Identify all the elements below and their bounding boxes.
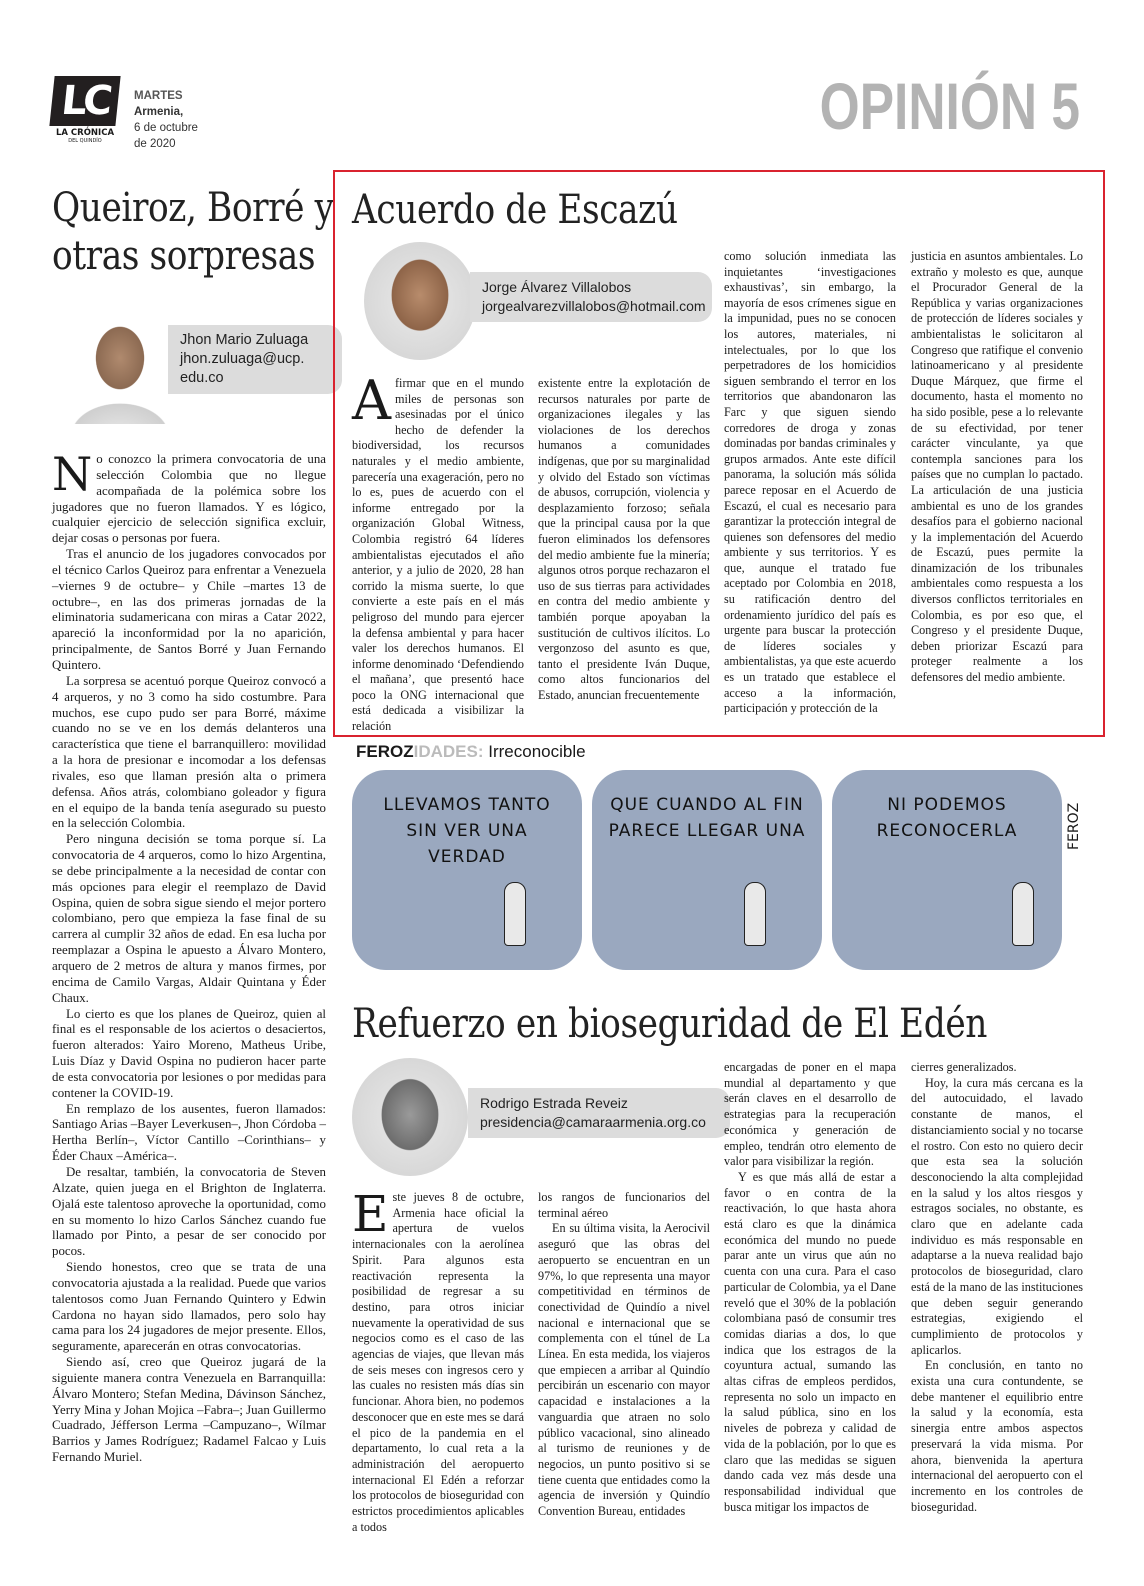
issue-day: MARTES xyxy=(134,90,183,102)
article2-text: existente entre la explotación de recursos naturales por parte de organizaciones ilegales y las violaciones de los derechos humanos a comunidades indígenas, que por su marginalidad y olvido del Estado son víctimas de abusos, corrupción, violencia y desplazamiento forzoso; señala que la principal causa por la que fueron eliminados los defensores del medio ambiente fue la minería; algunos otros porque rechazaron el uso de sus tierras para actividades en contra del medio ambiente y también porque apoyaban la sustitución de cultivos ilícitos. Lo vergonzoso del asunto es que, tanto el presidente Iván Duque, como altos funcionarios del Estado, anuncian frecuentemente xyxy=(538,376,710,702)
article1-paragraph: Tras el anuncio de los jugadores convocados por el técnico Carlos Queiroz para enfrentar a Venezuela –viernes 9 de octubre– y Chile –martes 13 de octubre–, en las dos primeras jornadas de la eliminatoria sudamericana con miras a Catar 2022, apareció la inconformidad por la no aparición, principalmente, de Santos Borré y Juan Fernando Quintero. xyxy=(52,547,326,672)
article3-text: encargadas de poner en el mapa mundial al departamento y que serán claves en el desarrollo de estrategias para la recuperación económica y generación de empleo, tendrán otro elemento de valor para visibilizar la región. xyxy=(724,1060,896,1169)
article2-text: como solución inmediata las inquietantes ‘investigaciones exhaustivas’, sin embargo, la mayoría de esos crímenes sigue en la impunidad, pues no se conocen los autores, materiales, ni intelectuales, por lo que los perpetradores de los homicidios siguen sembrando el terror en los territorios que abandonaron las Farc y que siguen siendo corredores de droga y zonas dominadas por bandas criminales y grupos armados. Ante este difícil panorama, la solución más sólida parece reposar en el Acuerdo de Escazú, el cual es necesario para garantizar la protección integral de quienes son defensores del medio ambiente y sus territorios. Y es que, aunque el tratado fue aceptado por Colombia en 2018, su ratificación dentro del ordenamiento jurídico del país es urgente para buscar la protección de líderes sociales y ambientalistas, ya que este acuerdo es un tratado que establece el acceso a la información, participación y protección de la xyxy=(724,249,896,716)
article3-byline xyxy=(468,1088,730,1138)
cartoon-panel-text: NI PODEMOS RECONOCERLA xyxy=(876,795,1018,841)
article1-paragraph: o conozco la primera convocatoria de una selección Colombia que no llegue acompañada de la polémica sobre los jugadores que no fueron llamados. Y es lógico, cualquier ejercicio de selección significa excluir, dejar cosas o personas por fuera. xyxy=(52,452,326,546)
article1-title-line1: Queiroz, Borré y xyxy=(52,185,334,231)
cartoon-character xyxy=(744,882,766,946)
article1-body xyxy=(52,447,327,1466)
article1-paragraph: Lo cierto es que los planes de Queiroz, quien al final es el responsable de los aciertos o desaciertos, fueron alterados: Yairo Moreno, Matheus Uribe, Luis Díaz y David Ospina no pudieron hacer parte de esta convocatoria por lesiones o por medidas para contener la COVID-19. xyxy=(52,1006,326,1100)
cartoon-panel-3 xyxy=(832,770,1062,970)
article2-title: Acuerdo de Escazú xyxy=(352,187,678,233)
article3-column-4 xyxy=(911,1060,1083,1515)
issue-city: Armenia, xyxy=(134,106,184,118)
article3-column-3 xyxy=(724,1060,896,1515)
article3-text: los rangos de funcionarios del terminal aéreo xyxy=(538,1190,710,1220)
article2-author: Jorge Álvarez Villalobos xyxy=(482,279,632,295)
article1-paragraph: Pero ninguna decisión se toma porque sí. La convocatoria de 4 arqueros, como lo hizo Argentina, se debe principalmente a la necesidad de contar con más opciones para elegir el reemplazo de David Ospina, quien de sobra sigue siendo el mejor portero colombiano, pero que empieza la fase final de su carrera al cumplir 32 años de edad. En esa lucha por reemplazar a Ospina le apuesto a Álvaro Montero, arquero de 2 metros de altura y manos firmes, por encima de Camilo Vargas, Aldair Quintana y Éder Chaux. xyxy=(52,832,326,1005)
article3-text: En conclusión, en tanto no exista una cura contundente, se debe mantener el equilibrio entre la salud y la economía, esta sinergia entre ambos aspectos preservará la vida misma. Por ahora, bienvenida la apertura internacional del aeropuerto con el incremento en los controles de bioseguridad. xyxy=(911,1358,1083,1514)
cartoon-panel-text: QUE CUANDO AL FIN PARECE LLEGAR UNA xyxy=(608,795,806,841)
cartoon-signature: FEROZ xyxy=(1066,802,1082,850)
article1-paragraph: En remplazo de los ausentes, fueron llamados: Santiago Arias –Bayer Leverkusen–, Jhon Córdoba –Hertha Berlín–, Víctor Cantillo –Corinthians– y Éder Chaux –América–. xyxy=(52,1101,326,1164)
author-photo xyxy=(70,304,170,424)
newspaper-logo xyxy=(52,76,118,146)
cartoon-panel-text: LLEVAMOS TANTO SIN VER UNA VERDAD xyxy=(383,795,551,867)
article3-column-1 xyxy=(352,1185,524,1535)
article2-text: firmar que en el mundo miles de personas son asesinadas por el único hecho de defender la biodiversidad, los recursos naturales y el medio ambiente, parecería una exageración, pero no lo es, pues de acuerdo con el informe entregado por la organización Global Witness, Colombia registró 64 líderes ambientalistas ejecutados el año anterior, y a julio de 2020, 28 han corrido la misma suerte, lo que convierte a este país en el más peligroso del mundo para ejercer la defensa ambiental y para hacer valer los derechos humanos. El informe denominado ‘Defendiendo el mañana’, que presentó hace poco la ONG internacional que está dedicada a visibilizar la relación xyxy=(352,376,524,734)
logo-subtitle: DEL QUINDÍO xyxy=(68,138,102,144)
article2-column-2 xyxy=(538,376,710,703)
article1-email-line1: jhon.zuluaga@ucp. xyxy=(180,351,305,367)
issue-date xyxy=(134,88,198,152)
issue-date-line2: de 2020 xyxy=(134,138,176,150)
author-photo xyxy=(352,1058,468,1176)
article2-dropcap: A xyxy=(352,369,391,432)
article1-title-line2: otras sorpresas xyxy=(52,233,316,279)
logo-mark: LC xyxy=(49,76,120,126)
article3-text: En su última visita, la Aerocivil aseguró que las obras del aeropuerto se encuentran en un 97%, lo que representa una mayor competitividad en términos de conectividad de Quindío a nivel nacional e internacional que se complementa con el túnel de La Línea. En esta medida, los viajeros que empiecen a arribar al Quindío percibirán un escenario con mayor capacidad e instalaciones a la vanguardia que atraen no solo público vacacional, sino alineado al turismo de reuniones y de negocios, un punto positivo si se tiene cuenta que entidades como la agencia de inversión y Quindío Convention Bureau, entidades xyxy=(538,1221,710,1519)
article3-dropcap: E xyxy=(352,1185,389,1243)
article3-column-2 xyxy=(538,1190,710,1520)
article1-paragraph: Siendo así, creo que Queiroz jugará de la siguiente manera contra Venezuela en Barranquilla: Álvaro Montero; Stefan Medina, Dávinson Sánchez, Yerry Mina y Johan Mojica –Fabra–; Juan Guillermo Cuadrado, Jéfferson Lerma –Campuzano–, Wílmar Barrios y James Rodríguez; Radamel Falcao y Luis Fernando Muriel. xyxy=(52,1355,327,1465)
article1-paragraph: La sorpresa se acentuó porque Queiroz convocó a 4 arqueros, y no 3 como ha sido costumbre. Para muchos, ese cupo pudo ser para Borré, máxime cuando no se ve en los demás delanteros una característica que tiene el barranquillero: movilidad a la hora de presionar e incomodar a los defensas rivales, eso que llaman presión alta o primera defensa. Años atrás, colombiano goleador y figura en el equipo de la banda tenía asegurado su puesto en la selección Colombia. xyxy=(52,673,326,831)
article3-author: Rodrigo Estrada Reveiz xyxy=(480,1095,628,1111)
cartoon-name: Irreconocible xyxy=(488,742,586,761)
article1-paragraph: De resaltar, también, la convocatoria de Steven Alzate, quien juega en el Brighton de Inglaterra. Ojalá este talentoso aproveche la oportunidad, como en su momento lo hizo Carlos Sánchez cuando fue llamado por Pinto, a pesar de ser conocido por pocos. xyxy=(52,1164,326,1259)
cartoon-panel-1 xyxy=(352,770,582,970)
article3-text: Y es que más allá de estar a favor o en contra de la reactivación, lo que hasta ahora está claro es que la dinámica económica del mundo no puede parar ante un virus que aún no cuenta con una cura. Para el caso particular de Colombia, ya el Dane reveló que el 30% de la población colombiana pasó de consumir tres comidas diarias a dos, lo que indica que los estragos de la coyuntura actual, sumando las altas cifras de empleos perdidos, representa no solo un impacto en la salud pública, sino en los niveles de pobreza y calidad de vida de la población, por lo que es claro que las medidas se siguen dando cada vez más desde una responsabilidad individual que busca mitigar los impactos de xyxy=(724,1169,896,1514)
article2-email: jorgealvarezvillalobos@hotmail.com xyxy=(482,298,706,314)
cartoon-character xyxy=(1012,882,1034,946)
cartoon-character xyxy=(504,882,526,946)
article1-author: Jhon Mario Zuluaga xyxy=(180,332,309,348)
article3-text: Hoy, la cura más cercana es la del autocuidado, el lavado constante de manos, el distanciamiento social y no tocarse el rostro. Con esto no quiero decir que esta sea la solución desconociendo la alta complejidad en la salud y los altos riesgos y estragos sociales, no obstante, es claro que en adelante cada individuo es más responsable en adaptarse a la nueva realidad bajo protocolos de bioseguridad, claro está de la mano de las instituciones que deben seguir generando estrategias, exigiendo el cumplimiento de protocolos y aplicarlos. xyxy=(911,1075,1083,1357)
article2-byline xyxy=(470,272,712,322)
article1-title xyxy=(52,184,334,280)
issue-date-line1: 6 de octubre xyxy=(134,122,198,134)
cartoon-panel-2 xyxy=(592,770,822,970)
article1-dropcap: N xyxy=(52,447,93,501)
article2-text: justicia en asuntos ambientales. Lo extraño y molesto es que, aunque el Procurador General de la República y varias organizaciones de protección de líderes sociales y ambientalistas le solicitaron al Congreso que ratifique el convenio latinoamericano y al presidente Duque Márquez, que firme el documento, hasta el momento no ha sido posible, pese a lo relevante de su efectividad, por tener carácter vinculante, ya que contempla sanciones para los países que no cumplan lo pactado. La articulación de una justicia ambiental es uno de los grandes desafíos para el gobierno nacional y la implementación del Acuerdo de Escazú, pues permite la dinamización de los tribunales ambientales como respuesta a los diversos conflictos territoriales en Colombia, es por eso que, el Congreso y el presidente Duque, deben priorizar Escazú para proteger realmente a los defensores del medio ambiente. xyxy=(911,249,1083,685)
article1-byline xyxy=(168,325,342,394)
cartoon-label-bold: FEROZ xyxy=(356,742,414,761)
article3-title: Refuerzo en bioseguridad de El Edén xyxy=(352,1001,987,1047)
article1-email-line2: edu.co xyxy=(180,370,224,386)
article3-text: cierres generalizados. xyxy=(911,1060,1017,1074)
article2-column-1 xyxy=(352,369,524,735)
article1-paragraph: Siendo honestos, creo que se trata de una convocatoria ajustada a la realidad. Puede que varios talentosos como Juan Fernando Quintero y Edwin Cardona no hayan sido llamados, pero solo hay cama para los 24 jugadores de mejor presente. Ellos, seguramente, aparecerán en otras convocatorias. xyxy=(52,1260,326,1354)
article2-column-4 xyxy=(911,249,1083,686)
article3-email: presidencia@camaraarmenia.org.co xyxy=(480,1114,706,1130)
cartoon-title xyxy=(356,742,586,762)
logo-name: LA CRÓNICA xyxy=(55,128,115,138)
section-header: OPINIÓN 5 xyxy=(819,69,1080,143)
article3-text: ste jueves 8 de octubre, Armenia hace oficial la apertura de vuelos internacionales con la aerolínea Spirit. Para algunos esta reactivación representa la posibilidad de regresar a su destino, para otros iniciar nuevamente la operatividad de sus negocios como es el caso de las agencias de viajes, que llevan más de seis meses con ingresos cero y las cuales no resisten más días sin funcionar. Ahora bien, no podemos desconocer que en este mes se dará el pico de la pandemia en el departamento, lo cual reta a la administración del aeropuerto internacional El Edén a reforzar los protocolos de bioseguridad con estrictos procedimientos aplicables a todos xyxy=(352,1190,524,1534)
cartoon-label-light: IDADES: xyxy=(413,742,484,761)
article2-column-3 xyxy=(724,249,896,717)
author-photo xyxy=(364,242,476,360)
